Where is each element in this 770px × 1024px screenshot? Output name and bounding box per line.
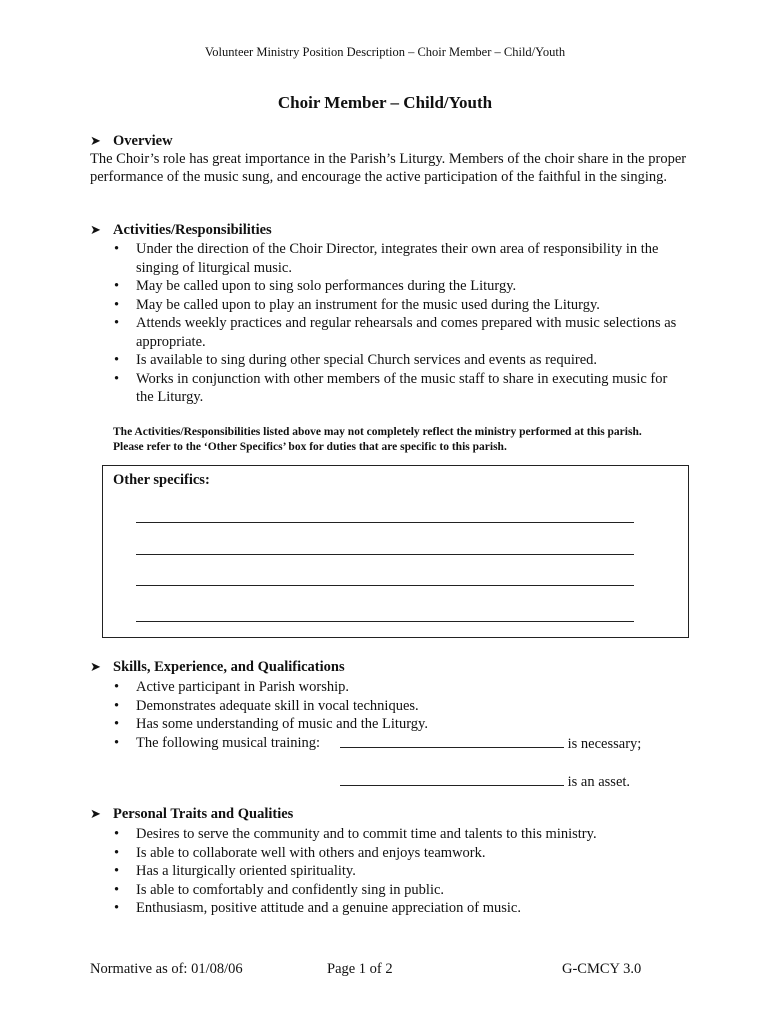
skills-heading bbox=[90, 659, 345, 676]
specifics-blank-line-3[interactable] bbox=[136, 585, 634, 586]
footer-normative-date: Normative as of: 01/08/06 bbox=[90, 961, 243, 977]
list-item: • Is able to collaborate well with others and enjoys teamwork. bbox=[114, 844, 486, 861]
bullet-icon: • bbox=[114, 881, 120, 898]
list-item: • May be called upon to play an instrument for the music used during the Liturgy. bbox=[114, 296, 600, 313]
running-header: Volunteer Ministry Position Description – Choir Member – Child/Youth bbox=[204, 45, 566, 59]
bullet-icon: • bbox=[114, 844, 120, 861]
arrow-bullet-icon: ➤ bbox=[90, 222, 101, 237]
bullet-icon: • bbox=[114, 734, 120, 751]
page-title: Choir Member – Child/Youth bbox=[277, 93, 493, 112]
traits-heading-text: Personal Traits and Qualities bbox=[113, 806, 294, 822]
training-asset-blank[interactable] bbox=[340, 771, 564, 786]
bullet-icon: • bbox=[114, 296, 120, 313]
activities-list bbox=[114, 240, 679, 407]
bullet-icon: • bbox=[114, 679, 120, 695]
footer-document-code: G-CMCY 3.0 bbox=[562, 961, 642, 977]
list-item: • Active participant in Parish worship. bbox=[114, 679, 350, 695]
overview-heading bbox=[90, 133, 173, 150]
bullet-icon: • bbox=[114, 278, 120, 294]
list-item: • Has a liturgically oriented spirituality. bbox=[114, 863, 356, 879]
traits-heading bbox=[90, 806, 293, 823]
overview-text: The Choir’s role has great importance in the Parish’s Liturgy. Members of the choir share in the proper performance of the music sung, and encourage the active participation of the faithful in the singing. bbox=[90, 151, 687, 185]
bullet-icon: • bbox=[114, 315, 120, 331]
list-item: • Under the direction of the Choir Director, integrates their own area of responsibility in the singing of liturgical music. bbox=[114, 241, 659, 276]
activities-note: The Activities/Responsibilities listed above may not completely reflect the ministry performed at this parish. Please refer to the ‘Other Specifics’ box for duties that are specific to this parish. bbox=[113, 426, 642, 453]
bullet-icon: • bbox=[114, 826, 120, 842]
specifics-blank-line-1[interactable] bbox=[136, 522, 634, 523]
bullet-icon: • bbox=[114, 352, 120, 368]
arrow-bullet-icon: ➤ bbox=[90, 133, 101, 148]
training-necessary-text: is necessary; bbox=[567, 736, 642, 752]
traits-list bbox=[114, 825, 679, 918]
arrow-bullet-icon: ➤ bbox=[90, 806, 101, 821]
specifics-blank-line-4[interactable] bbox=[136, 621, 634, 622]
skills-heading-text: Skills, Experience, and Qualifications bbox=[113, 659, 345, 675]
training-necessary-row bbox=[340, 733, 641, 753]
list-item: • Demonstrates adequate skill in vocal techniques. bbox=[114, 697, 419, 714]
training-asset-row bbox=[340, 771, 630, 791]
list-item: • Desires to serve the community and to commit time and talents to this ministry. bbox=[114, 826, 597, 842]
bullet-icon: • bbox=[114, 370, 120, 387]
list-item: • Enthusiasm, positive attitude and a genuine appreciation of music. bbox=[114, 900, 521, 916]
bullet-icon: • bbox=[114, 241, 120, 257]
list-item: • Works in conjunction with other members of the music staff to share in executing music for the Liturgy. bbox=[114, 370, 668, 405]
other-specifics-box bbox=[102, 465, 689, 638]
overview-heading-text: Overview bbox=[113, 133, 173, 149]
footer-page-number: Page 1 of 2 bbox=[327, 961, 393, 977]
specifics-blank-line-2[interactable] bbox=[136, 554, 634, 555]
bullet-icon: • bbox=[114, 900, 120, 916]
list-item: • Is able to comfortably and confidently sing in public. bbox=[114, 881, 445, 898]
list-item: • Attends weekly practices and regular rehearsals and comes prepared with music selections as appropriate. bbox=[114, 315, 677, 350]
other-specifics-label: Other specifics: bbox=[113, 472, 210, 488]
activities-heading-text: Activities/Responsibilities bbox=[113, 222, 272, 238]
training-asset-text: is an asset. bbox=[567, 774, 631, 790]
arrow-bullet-icon: ➤ bbox=[90, 659, 101, 674]
list-item: • May be called upon to sing solo performances during the Liturgy. bbox=[114, 278, 517, 294]
training-necessary-blank[interactable] bbox=[340, 733, 564, 748]
list-item: • Is available to sing during other special Church services and events as required. bbox=[114, 352, 598, 368]
training-label: The following musical training: bbox=[136, 734, 321, 751]
list-item: • Has some understanding of music and the Liturgy. bbox=[114, 716, 428, 732]
bullet-icon: • bbox=[114, 863, 120, 879]
bullet-icon: • bbox=[114, 716, 120, 732]
activities-heading bbox=[90, 222, 272, 239]
bullet-icon: • bbox=[114, 697, 120, 714]
